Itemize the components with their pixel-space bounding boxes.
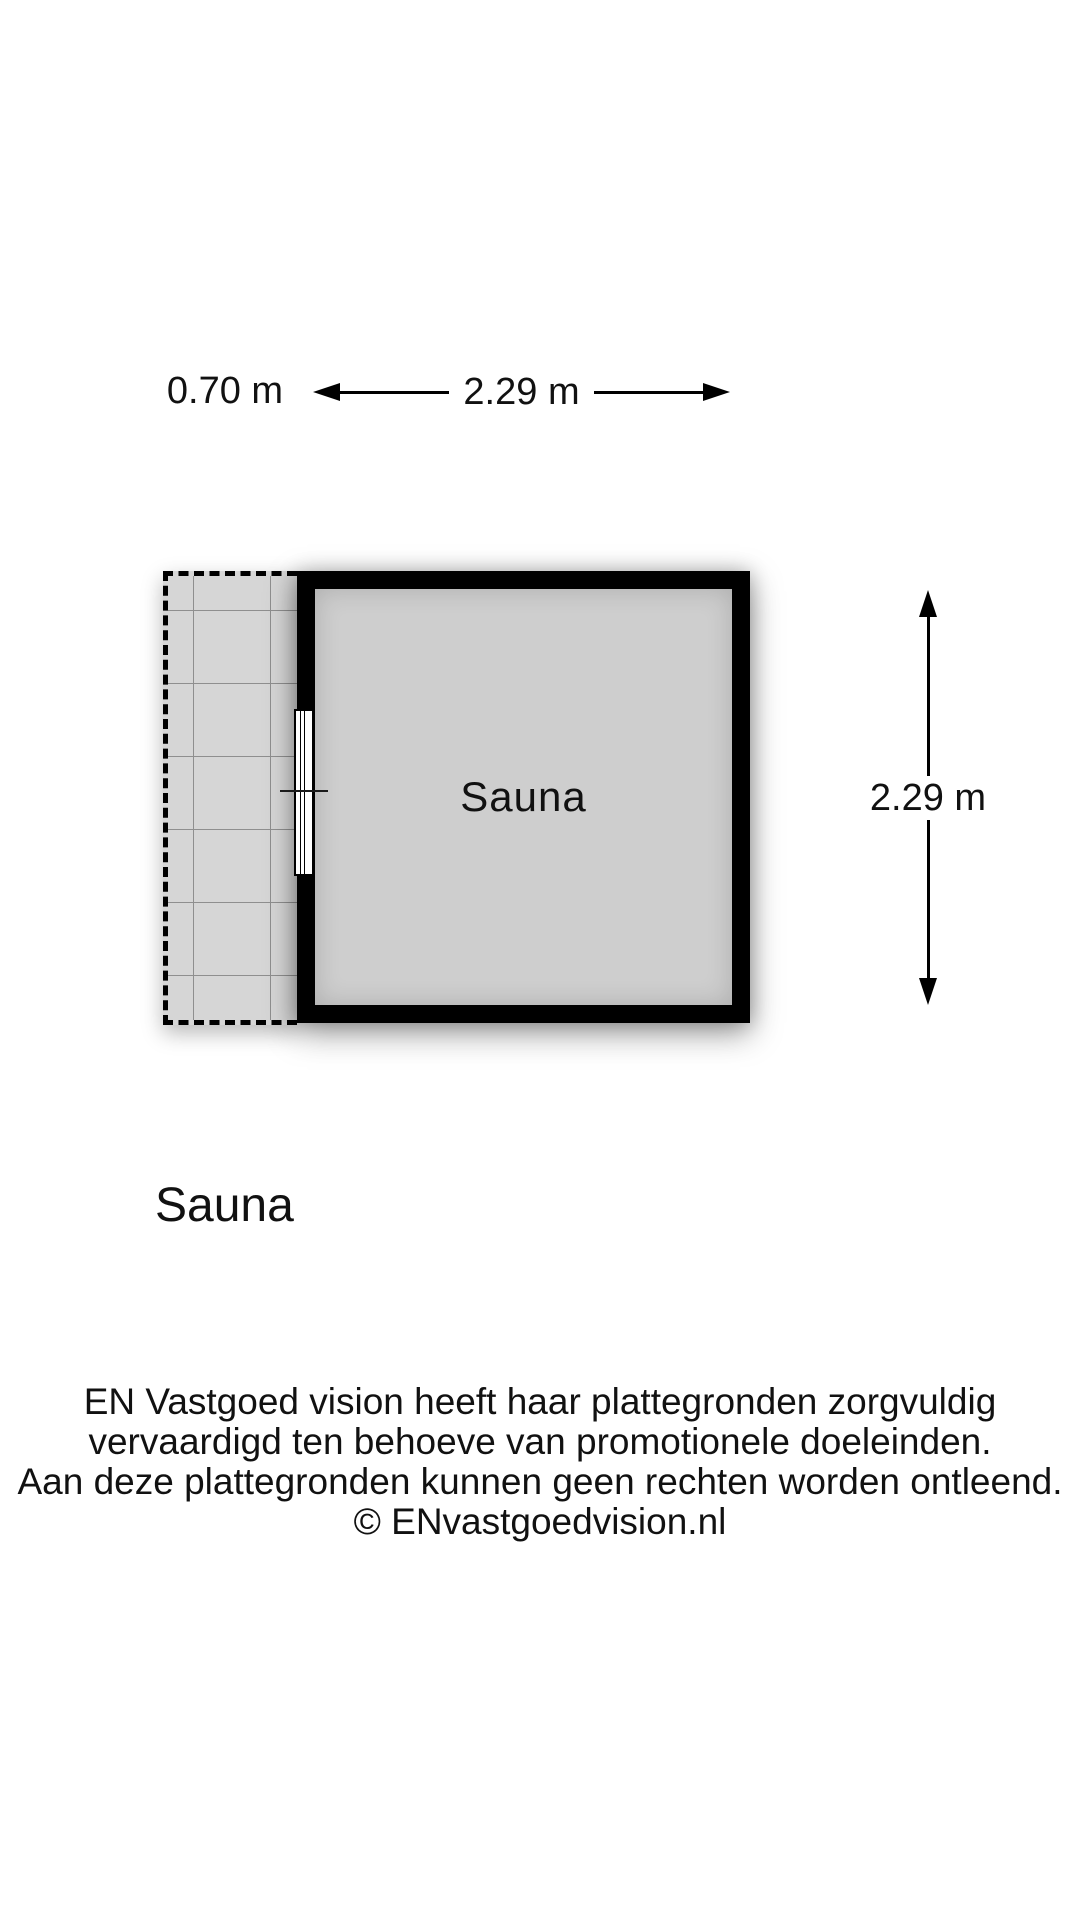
sauna-room-floor [315,589,732,1005]
dimension-line [594,391,703,394]
dimension-arrow-room-height [854,590,1002,1005]
dimension-line [340,391,449,394]
dimension-line [927,617,930,776]
door-tick-line [280,790,328,792]
floor-title: Sauna [155,1179,294,1232]
tiled-terrace-area [163,571,297,1025]
room-label: Sauna [460,773,587,820]
arrow-right-icon [703,383,730,401]
disclaimer-line-2: vervaardigd ten behoeve van promotionele doeleinden. [88,1421,992,1462]
dimension-line [927,820,930,979]
dimension-label-room-width: 2.29 m [463,371,580,413]
sauna-room-walls [297,571,750,1023]
arrow-left-icon [313,383,340,401]
disclaimer-line-4: © ENvastgoedvision.nl [353,1501,727,1542]
disclaimer-line-3: Aan deze plattegronden kunnen geen rechten worden ontleend. [17,1461,1063,1502]
dimension-arrow-room-width [313,371,730,413]
dimension-label-room-height: 2.29 m [869,776,987,819]
arrow-down-icon [919,978,937,1005]
door-symbol [294,709,314,876]
dimension-label-tiled-width: 0.70 m [166,370,284,412]
arrow-up-icon [919,590,937,617]
disclaimer-text [0,1382,1080,1542]
disclaimer-line-1: EN Vastgoed vision heeft haar plattegronden zorgvuldig [83,1381,997,1422]
